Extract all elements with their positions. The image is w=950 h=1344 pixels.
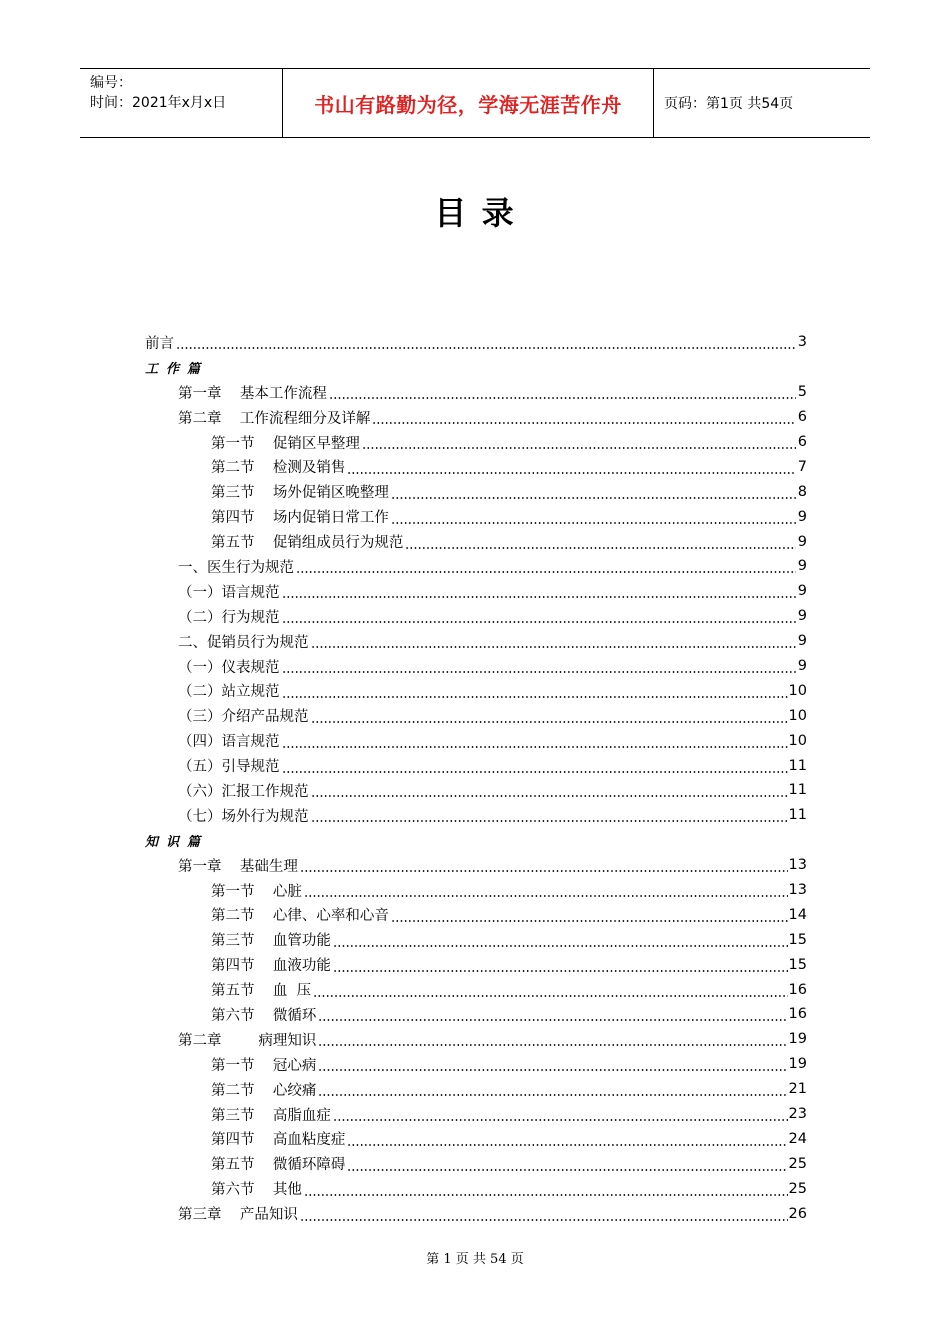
toc-dot-leader xyxy=(311,808,788,822)
page-header xyxy=(80,68,870,138)
toc-entry-page: 9 xyxy=(797,633,807,650)
toc-dot-leader xyxy=(372,410,796,424)
header-number-label: 编号： xyxy=(90,75,132,91)
toc-dot-leader xyxy=(362,435,796,449)
toc-entry-label: 第五节 微循环障碍 xyxy=(211,1157,346,1174)
toc-entry-label: 第五节 促销组成员行为规范 xyxy=(211,535,404,552)
page-footer: 第 1 页 共 54 页 xyxy=(426,1252,524,1267)
toc-entry[interactable] xyxy=(145,902,807,927)
toc-entry-label: 第一节 心脏 xyxy=(211,883,302,900)
toc-entry-label: 第一节 促销区早整理 xyxy=(211,435,360,452)
toc-entry-label: 前言 xyxy=(145,335,174,352)
toc-dot-leader xyxy=(311,634,797,648)
toc-entry[interactable] xyxy=(145,1127,807,1152)
toc-entry[interactable] xyxy=(145,1027,807,1052)
table-of-contents xyxy=(145,330,807,1226)
toc-entry[interactable] xyxy=(145,1077,807,1102)
toc-entry[interactable] xyxy=(145,430,807,455)
toc-dot-leader xyxy=(282,684,788,698)
toc-dot-leader xyxy=(333,958,788,972)
toc-entry-page: 5 xyxy=(797,384,807,401)
toc-dot-leader xyxy=(296,559,796,573)
toc-entry[interactable] xyxy=(145,753,807,778)
toc-entry-label: 第二章 工作流程细分及详解 xyxy=(178,410,371,427)
toc-entry-label: （五）引导规范 xyxy=(178,759,280,776)
toc-dot-leader xyxy=(391,510,796,524)
toc-entry[interactable] xyxy=(145,380,807,405)
toc-dot-leader xyxy=(405,535,796,549)
toc-entry-page: 9 xyxy=(797,608,807,625)
toc-dot-leader xyxy=(282,659,797,673)
toc-entry-page: 8 xyxy=(797,483,807,500)
toc-entry-page: 16 xyxy=(788,981,807,998)
toc-dot-leader xyxy=(318,1082,787,1096)
toc-entry[interactable] xyxy=(145,1052,807,1077)
toc-entry-page: 13 xyxy=(788,857,807,874)
toc-dot-leader xyxy=(318,1057,787,1071)
toc-entry[interactable] xyxy=(145,803,807,828)
toc-entry-label: 第二章 病理知识 xyxy=(178,1032,317,1049)
toc-entry-page: 6 xyxy=(797,434,807,450)
toc-entry-page: 25 xyxy=(788,1180,807,1197)
toc-entry-label: 第一章 基础生理 xyxy=(178,858,298,875)
toc-entry-page: 25 xyxy=(788,1155,807,1172)
toc-entry-label: （二）行为规范 xyxy=(178,609,280,626)
toc-entry[interactable] xyxy=(145,927,807,952)
toc-entry[interactable] xyxy=(145,1102,807,1127)
toc-entry-label: 二、促销员行为规范 xyxy=(178,634,309,651)
header-motto: 书山有路勤为径，学海无涯苦作舟 xyxy=(282,69,654,137)
toc-dot-leader xyxy=(311,783,788,797)
toc-entry-page: 24 xyxy=(788,1130,807,1147)
toc-dot-leader xyxy=(311,709,788,723)
toc-entry[interactable] xyxy=(145,1201,807,1226)
toc-entry-page: 11 xyxy=(788,757,807,774)
toc-entry-label: 第四节 血液功能 xyxy=(211,958,331,975)
toc-entry-page: 6 xyxy=(797,409,807,426)
toc-entry[interactable] xyxy=(145,504,807,529)
toc-dot-leader xyxy=(304,1182,788,1196)
toc-dot-leader xyxy=(300,858,788,872)
toc-dot-leader xyxy=(391,908,788,922)
toc-dot-leader xyxy=(300,1207,788,1221)
toc-entry-page: 10 xyxy=(788,707,807,724)
toc-entry-page: 19 xyxy=(788,1031,807,1048)
toc-entry-page: 9 xyxy=(797,658,807,675)
toc-dot-leader xyxy=(333,1107,788,1121)
toc-entry[interactable] xyxy=(145,977,807,1002)
toc-entry-page: 21 xyxy=(788,1081,807,1098)
toc-entry-page: 10 xyxy=(788,732,807,749)
toc-entry-label: 第三节 场外促销区晚整理 xyxy=(211,485,389,502)
header-time-label: 时间：2021年x月x日 xyxy=(90,95,227,111)
toc-entry-page: 10 xyxy=(788,682,807,699)
toc-dot-leader xyxy=(329,385,796,399)
toc-dot-leader xyxy=(304,883,788,897)
toc-entry[interactable] xyxy=(145,1002,807,1027)
toc-entry-page: 26 xyxy=(788,1205,807,1222)
toc-entry-label: 工作篇 xyxy=(145,361,209,377)
toc-dot-leader xyxy=(318,1007,787,1021)
toc-part-heading xyxy=(145,355,807,380)
toc-dot-leader xyxy=(282,609,797,623)
toc-dot-leader xyxy=(282,759,788,773)
toc-entry-page: 9 xyxy=(797,508,807,525)
toc-entry[interactable] xyxy=(145,330,807,355)
toc-entry[interactable] xyxy=(145,778,807,803)
toc-dot-leader xyxy=(282,734,788,748)
toc-entry-label: 第五节 血 压 xyxy=(211,983,312,1000)
toc-entry-label: （一）语言规范 xyxy=(178,584,280,601)
toc-entry-label: 第一章 基本工作流程 xyxy=(178,385,327,402)
toc-entry-page: 3 xyxy=(797,334,807,351)
toc-part-heading xyxy=(145,828,807,853)
toc-entry-label: 第三节 高脂血症 xyxy=(211,1107,331,1124)
toc-entry-label: 第二节 心律、心率和心音 xyxy=(211,908,389,925)
toc-entry-page: 23 xyxy=(788,1106,807,1123)
toc-dot-leader xyxy=(282,584,797,598)
toc-entry-page: 19 xyxy=(788,1056,807,1073)
toc-entry-label: 第四节 高血粘度症 xyxy=(211,1132,346,1149)
toc-entry[interactable] xyxy=(145,952,807,977)
toc-entry[interactable] xyxy=(145,878,807,903)
toc-entry[interactable] xyxy=(145,604,807,629)
toc-entry-label: 第二节 心绞痛 xyxy=(211,1082,317,1099)
toc-entry[interactable] xyxy=(145,654,807,679)
toc-entry-label: 第三节 血管功能 xyxy=(211,933,331,950)
toc-entry-page: 9 xyxy=(797,558,807,575)
toc-entry-label: （一）仪表规范 xyxy=(178,659,280,676)
toc-entry[interactable] xyxy=(145,703,807,728)
toc-entry-label: 第二节 检测及销售 xyxy=(211,460,346,477)
toc-entry-label: （三）介绍产品规范 xyxy=(178,709,309,726)
toc-entry-page: 7 xyxy=(797,458,807,475)
toc-entry-label: （四）语言规范 xyxy=(178,734,280,751)
toc-entry[interactable] xyxy=(145,1176,807,1201)
toc-entry-label: 第三章 产品知识 xyxy=(178,1207,298,1224)
toc-dot-leader xyxy=(313,983,787,997)
toc-entry[interactable] xyxy=(145,678,807,703)
toc-entry-page: 9 xyxy=(797,583,807,600)
toc-entry-label: （七）场外行为规范 xyxy=(178,808,309,825)
toc-entry-label: （六）汇报工作规范 xyxy=(178,783,309,800)
toc-entry[interactable] xyxy=(145,529,807,554)
toc-entry-page: 14 xyxy=(788,906,807,923)
toc-entry-page: 9 xyxy=(797,533,807,550)
toc-entry[interactable] xyxy=(145,405,807,430)
document-title: 目 录 xyxy=(434,194,516,232)
toc-entry-label: 一、医生行为规范 xyxy=(178,559,294,576)
header-meta xyxy=(80,69,282,137)
toc-entry-page: 15 xyxy=(788,931,807,948)
header-page-info: 页码：第1页 共54页 xyxy=(664,96,794,112)
toc-entry[interactable] xyxy=(145,728,807,753)
toc-entry-page: 15 xyxy=(788,956,807,973)
toc-entry-label: 第一节 冠心病 xyxy=(211,1057,317,1074)
toc-entry-label: （二）站立规范 xyxy=(178,684,280,701)
toc-entry[interactable] xyxy=(145,629,807,654)
toc-entry-page: 11 xyxy=(788,807,807,824)
toc-entry[interactable] xyxy=(145,579,807,604)
toc-dot-leader xyxy=(347,460,796,474)
toc-dot-leader xyxy=(176,335,796,349)
toc-entry[interactable] xyxy=(145,853,807,878)
toc-entry-page: 13 xyxy=(788,882,807,899)
toc-entry-label: 知识篇 xyxy=(145,834,209,850)
toc-dot-leader xyxy=(333,933,788,947)
toc-entry[interactable] xyxy=(145,454,807,479)
toc-entry-page: 16 xyxy=(788,1006,807,1023)
toc-entry-page: 11 xyxy=(788,782,807,799)
toc-dot-leader xyxy=(318,1032,787,1046)
toc-dot-leader xyxy=(347,1157,787,1171)
toc-entry[interactable] xyxy=(145,554,807,579)
toc-entry[interactable] xyxy=(145,1151,807,1176)
toc-dot-leader xyxy=(391,485,796,499)
toc-dot-leader xyxy=(347,1132,787,1146)
toc-entry-label: 第四节 场内促销日常工作 xyxy=(211,510,389,527)
toc-entry-label: 第六节 其他 xyxy=(211,1182,302,1199)
toc-entry[interactable] xyxy=(145,479,807,504)
toc-entry-label: 第六节 微循环 xyxy=(211,1007,317,1024)
